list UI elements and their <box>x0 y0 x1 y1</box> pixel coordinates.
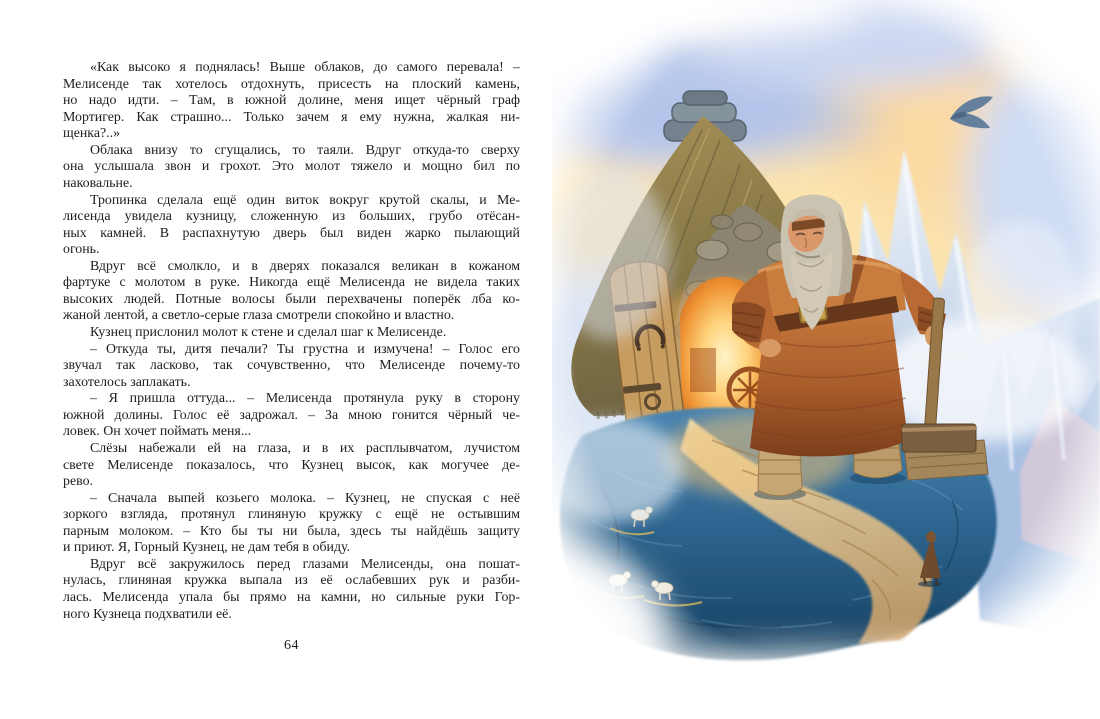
text-line: свете Мелисенде показалось, что Кузнец высок, как могучее де- <box>63 457 520 473</box>
text-line: зоркого взгляда, протянул глиняную кружку с ещё не остывшим <box>63 507 520 523</box>
text-line: Вдруг всё закружилось перед глазами Мелисенды, она пошат- <box>90 556 520 572</box>
text-line: огонь. <box>63 242 100 258</box>
text-line: – Я пришла оттуда... – Мелисенда протянула руку в сторону <box>90 391 520 407</box>
text-line: и приют. Я, Горный Кузнец, не дам тебя в обиду. <box>63 540 351 556</box>
text-line: фартуке с молотом в руке. Никогда ещё Мелисенда не видела таких <box>63 275 520 291</box>
forge-illustration <box>552 0 1100 719</box>
text-line: Мелисенде так хотелось отдохнуть, присесть на плоский камень, <box>63 76 520 92</box>
page-number: 64 <box>284 638 299 653</box>
text-line: Кузнец прислонил молот к стене и сделал шаг к Мелисенде. <box>90 325 447 340</box>
text-line: – Сначала выпей козьего молока. – Кузнец, не спуская с неё <box>90 490 520 506</box>
text-line: южной долины. Голос её задрожал. – За мною гонится чёрный че- <box>63 407 520 423</box>
text-line: наковальне. <box>63 175 133 191</box>
text-line: она услышала звон и грохот. Это молот тяжело и мощно бил по <box>63 159 520 175</box>
text-line: Облака внизу то сгущались, то таяли. Вдруг откуда-то сверху <box>90 142 520 158</box>
text-line: но надо идти. – Там, в южной долине, меня ищет чёрный граф <box>63 93 520 109</box>
text-line: ных камней. В распахнутую дверь был виден жарко пылающий <box>63 225 520 241</box>
text-line: парным молоком. – Кто бы ты ни была, здесь ты найдёшь защиту <box>63 523 520 539</box>
text-line: Вдруг всё смолкло, и в дверях показался великан в кожаном <box>90 258 520 274</box>
text-line: Слёзы набежали ей на глаза, и в их расплывчатом, лучистом <box>90 440 520 456</box>
illustration <box>552 0 1100 719</box>
text-line: лась. Мелисенда упала бы прямо на камни, но сильные руки Гор- <box>63 590 520 605</box>
text-line: Тропинка сделала ещё один виток вокруг крутой скалы, и Ме- <box>90 192 520 208</box>
text-line: ного Кузнеца подхватили её. <box>63 606 232 622</box>
text-line: захотелось заплакать. <box>63 374 191 390</box>
text-line: «Как высоко я поднялась! Выше облаков, до самого перевала! – <box>90 60 520 75</box>
text-line: рево. <box>63 474 93 490</box>
text-line: звучал так ласково, так сочувственно, что Мелисенде почему-то <box>63 358 520 374</box>
text-line: Мортигер. Как страшно... Только зачем я ему нужна, жалкая ни- <box>63 109 520 125</box>
page-text <box>63 60 520 623</box>
text-line: нулась, глиняная кружка выпала из её ослабевших рук и разби- <box>63 573 520 589</box>
text-line: ловек. Он хочет поймать меня... <box>63 424 252 440</box>
text-line: лисенда увидела кузницу, сложенную из больших, грубо отёсан- <box>63 209 520 225</box>
text-line: жаной лентой, а светло-серые глаза смотрели спокойно и властно. <box>63 308 455 324</box>
text-line: щенка?..» <box>63 126 121 142</box>
text-line: – Откуда ты, дитя печали? Ты грустна и измучена! – Голос его <box>90 341 520 357</box>
text-line: высоких людей. Потные волосы были перехвачены поперёк лба ко- <box>63 291 520 307</box>
